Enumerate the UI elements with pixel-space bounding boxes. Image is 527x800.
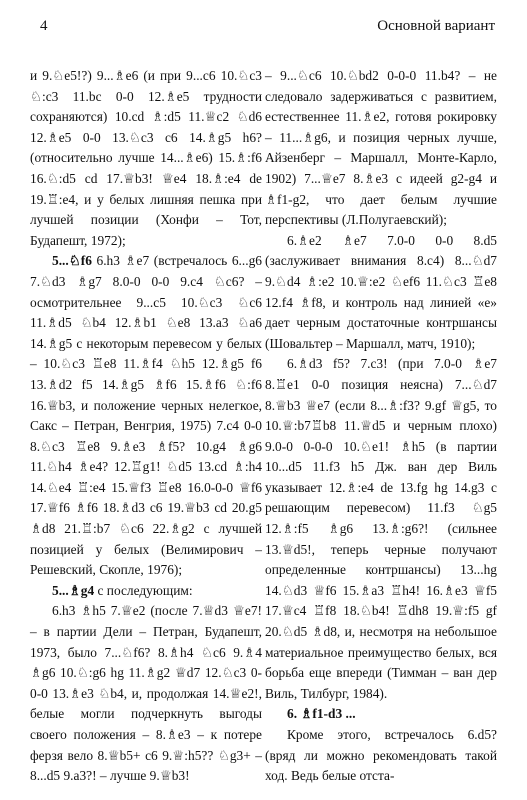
paragraph-text: и 9.♘e5!?) 9...♗e6 (и при 9...c6 10.♘c3 ♘:c3 11.bc 0-0 12.♗e5 трудности сохраняются) 10.cd ♗:d5 11.♕c2 ♘d6 12.♗e5 0-0 13.♘c3 c6 14.♗g5 h6? (относительно лучше 14...♗e6) 15.♗:f6 16.♘:d5 cd 17.♕b3! ♕e4 18.♗:e4 de 19.♖:e4, и у белых лишняя пешка при лучшей позиции (Хонфи – Тот, Будапешт, 1972); [30,68,262,248]
right-column [265,66,497,787]
running-title: Основной вариант [377,18,495,34]
paragraph [30,581,262,602]
move-heading [265,704,497,725]
variation-lead: 5...♗g4 [52,582,95,598]
paragraph [265,66,497,231]
paragraph [30,601,262,786]
paragraph-text: 6.♗e2 ♗e7 7.0-0 0-0 8.d5 (заслуживает внимания 8.c4) 8...♘d7 9.♘d4 ♗:e2 10.♕:e2 ♘ef6 11.♘c3 ♖e8 12.f4 ♗f8, и контроль над линией «e» дает черным достаточные контршансы (Шовальтер – Маршалл, матч, 1910); [265,232,497,351]
page-number: 4 [40,18,48,34]
paragraph [30,251,262,581]
paragraph-text: 6.h3 ♗h5 7.♕e2 (после 7.♕d3 ♕e7! – в партии Дели – Петран, Будапешт, 1973, было 7...♘f6? 8.♗h4 ♘c6 9.♗4 ♗g6 10.♘:g6 hg 11.♗g2 ♕d7 12.♘c3 0-0-0 13.♗e3 ♘b4, и, продолжая 14.♕e2!, белые могли подчеркнуть выгоды своего положения – 8.♗e3 – к потере ферзя вело 8.♕b5+ c6 9.♕:h5?? ♘g3+ – 8...d5 9.a3?! – лучше 9.♕b3! [30,603,262,784]
page-header [40,18,495,38]
paragraph-text: Кроме этого, встречалось 6.d5? (вряд ли можно рекомендовать такой ход. Ведь белые отста- [265,727,497,784]
paragraph [265,231,497,355]
move-heading-text: 6. ♗f1-d3 ... [287,706,356,722]
paragraph [265,725,497,787]
paragraph [265,354,497,704]
variation-lead: 5...♘f6 [52,253,92,269]
paragraph-text: 6.♗d3 f5? 7.c3! (при 7.0-0 ♗e7 8.♖e1 0-0 позиция неясна) 7...♘d7 8.♕b3 ♕e7 (если 8...♗:f3? 9.gf ♕g5, то 10.♕:b7♖b8 11.♕d5 и черным плохо) 9.0-0 0-0-0 10.♘e1! ♗h5 (в партии 10...d5 11.f3 h5 Дж. ван дер Виль указывает 12.♗:e4 de 13.fg hg 14.g3 с решающим перевесом) 11.f3 ♘g5 12.♗:f5 ♗g6 13.♗:g6?! (сильнее 13.♕d5!, теперь черные получают определенные контршансы) 13...hg 14.♘d3 ♕f6 15.♗a3 ♖h4! 16.♗e3 ♕f5 17.♕c4 ♖f8 18.♘b4! ♖dh8 19.♕:f5 gf 20.♘d5 ♗d8, и, несмотря на небольшое материальное преимущество белых, вся борьба еще впереди (Тимман – ван дер Виль, Тилбург, 1984). [265,356,497,701]
paragraph-text: 6.h3 ♗e7 (встречалось 6...g6 7.♘d3 ♗g7 8.0-0 0-0 9.c4 ♘c6? – осмотрительнее 9...c5 10.♘c3 ♘c6 11.♗d5 ♘b4 12.♗b1 ♘e8 13.a3 ♘a6 14.♗g5 с некоторым перевесом у белых – 10.♘c3 ♖e8 11.♗f4 ♘h5 12.♗g5 f6 13.♗d2 f5 14.♗g5 ♗f6 15.♗f6 ♘:f6 16.♕b3, и положение черных нелегкое, Сакс – Петран, Венгрия, 1975) 7.c4 0-0 8.♘c3 ♖e8 9.♗e3 ♗f5? 10.g4 ♗g6 11.♘h4 ♗e4? 12.♖g1! ♘d5 13.cd ♗:h4 14.♘e4 ♖:e4 15.♕f3 ♖e8 16.0-0-0 ♕f6 17.♕f6 ♗f6 18.♗d3 c6 19.♕b3 cd 20.g5 ♗d8 21.♖:b7 ♘c6 22.♗g2 с лучшей позицией у белых (Велимирович – Решевский, Скопле, 1976); [30,253,262,578]
left-column [30,66,262,787]
paragraph-text: с последующим: [94,582,193,598]
paragraph [30,66,262,251]
paragraph-text: – 9...♘c6 10.♘bd2 0-0-0 11.b4? – не следовало задерживаться с развитием, естественнее 11.♗e2, готовя рокировку – 11...♗g6, и позиция черных лучше, Айзенберг – Маршалл, Монте-Карло, 1902) 7...♕e7 8.♗e3 c идеей g2-g4 и ♗f1-g2, что дает белым лучшие перспективы (Л.Полугаевский); [265,68,497,228]
